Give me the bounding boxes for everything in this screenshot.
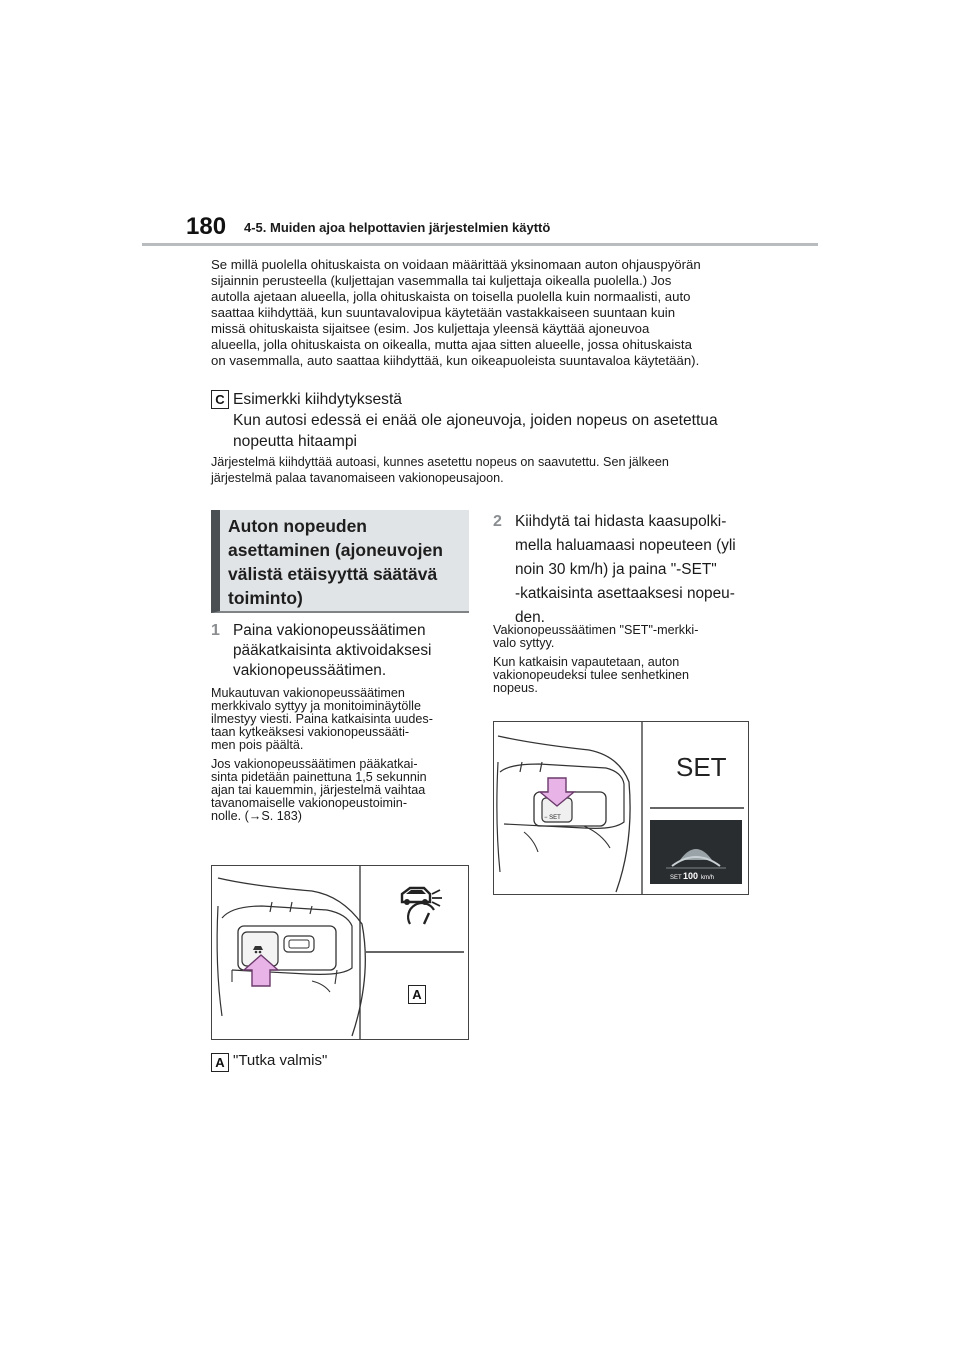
note-line: ilmestyy viesti. Paina katkaisinta uudes- — [211, 712, 433, 726]
section-title: 4-5. Muiden ajoa helpottavien järjestelmien käyttö — [244, 220, 551, 235]
subsection-heading — [211, 510, 469, 613]
step-1-line: pääkatkaisinta aktivoidaksesi — [233, 642, 432, 659]
note-line: nopeus. — [493, 681, 538, 695]
figure-main-switch — [211, 865, 469, 1040]
step-number: 1 — [211, 622, 220, 639]
subsection-title-line: Auton nopeuden — [228, 516, 368, 536]
subsection-title-line: asettaminen (ajoneuvojen — [228, 540, 443, 560]
example-heading-line: Esimerkki kiihdytyksestä — [233, 391, 402, 408]
intro-paragraph — [211, 257, 756, 369]
example-body-line: Järjestelmä kiihdyttää autoasi, kunnes asetettu nopeus on saavutettu. Sen jälkeen — [211, 455, 669, 469]
example-heading — [233, 389, 793, 452]
note-paragraph — [493, 624, 753, 650]
step-1-line: Paina vakionopeussäätimen — [233, 622, 426, 639]
step-2-notes — [493, 624, 753, 701]
note-line: men pois päältä. — [211, 738, 304, 752]
figure-caption: "Tutka valmis" — [233, 1052, 328, 1069]
intro-line: alueella, jolla ohituskaista on oikealla, mutta ajaa sitten alueelle, jossa ohituskaista — [211, 337, 692, 352]
intro-line: autolla ajetaan alueella, jolla ohituskaista on toisella puolella kuin normaalisti, auto — [211, 289, 691, 304]
note-line: nolle. (→S. 183) — [211, 809, 302, 823]
note-line: Vakionopeussäätimen "SET"-merkki- — [493, 623, 699, 637]
caption-label-a: A — [211, 1053, 229, 1072]
display-set-label: SET — [670, 875, 682, 881]
set-switch-illustration — [494, 722, 748, 894]
header-divider — [142, 243, 818, 246]
step-2-line: noin 30 km/h) ja paina "-SET" — [515, 561, 717, 578]
note-line: valo syttyy. — [493, 636, 555, 650]
step-2-line: -katkaisinta asettaaksesi nopeu- — [515, 585, 735, 602]
note-line: taan kytkeäksesi vakionopeussääti- — [211, 725, 410, 739]
display-unit: km/h — [701, 875, 715, 881]
radar-cruise-indicator-icon — [402, 888, 442, 924]
figure-label-a: A — [408, 985, 426, 1004]
step-number: 2 — [493, 513, 502, 530]
set-switch-label: − SET — [544, 815, 561, 821]
step-1-notes — [211, 687, 471, 829]
example-heading-line: Kun autosi edessä ei enää ole ajoneuvoja, joiden nopeus on asetettua — [233, 412, 718, 429]
display-speed: 100 — [683, 871, 699, 881]
note-line: tavanomaiselle vakionopeustoimin- — [211, 796, 408, 810]
note-line: Jos vakionopeussäätimen pääkatkai- — [211, 757, 418, 771]
intro-line: Se millä puolella ohituskaista on voidaan määrittää yksinomaan auton ohjauspyörän — [211, 257, 701, 272]
example-label-c: C — [211, 390, 229, 409]
step-2-line: Kiihdytä tai hidasta kaasupolki- — [515, 513, 727, 530]
steering-switch-illustration — [212, 866, 468, 1039]
note-line: vakionopeudeksi tulee senhetkinen — [493, 668, 690, 682]
figure-set-switch — [493, 721, 749, 895]
set-indicator-text: SET — [676, 752, 727, 782]
note-paragraph — [493, 656, 753, 695]
intro-line: missä ohituskaista sijaitsee (esim. Jos kuljettaja yleensä käyttää ajoneuvoa — [211, 321, 650, 336]
step-2-line: den. — [515, 609, 545, 626]
intro-line: on vasemmalla, auto saattaa kiihdyttää, kun oikeapuoleista suuntavaloa käytetään). — [211, 353, 700, 368]
note-line: Kun katkaisin vapautetaan, auton — [493, 655, 680, 669]
example-heading-line: nopeutta hitaampi — [233, 433, 357, 450]
note-line: ajan tai kauemmin, järjestelmä vaihtaa — [211, 783, 426, 797]
subsection-title-line: toiminto) — [228, 588, 303, 608]
example-body-line: järjestelmä palaa tavanomaiseen vakionopeusajoon. — [211, 471, 504, 485]
note-paragraph — [211, 687, 471, 752]
example-body — [211, 454, 756, 486]
note-line: sinta pidetään painettuna 1,5 sekunnin — [211, 770, 427, 784]
note-line: merkkivalo syttyy ja monitoiminäytölle — [211, 699, 421, 713]
step-1 — [211, 621, 471, 681]
intro-line: saattaa kiihdyttää, kun suuntavalovipua käytetään vastakkaiseen suuntaan kuin — [211, 305, 676, 320]
subsection-title-line: välistä etäisyyttä säätävä — [228, 564, 438, 584]
intro-line: sijainnin perusteella (kuljettajan vasemmalla tai kuljettaja oikealla puolella.) Jos — [211, 273, 672, 288]
note-paragraph — [211, 758, 471, 823]
note-line: Mukautuvan vakionopeussäätimen — [211, 686, 405, 700]
step-1-line: vakionopeussäätimen. — [233, 662, 387, 679]
page-number: 180 — [186, 213, 227, 240]
step-2-line: mella haluamaasi nopeuteen (yli — [515, 537, 736, 554]
step-2 — [493, 510, 763, 630]
